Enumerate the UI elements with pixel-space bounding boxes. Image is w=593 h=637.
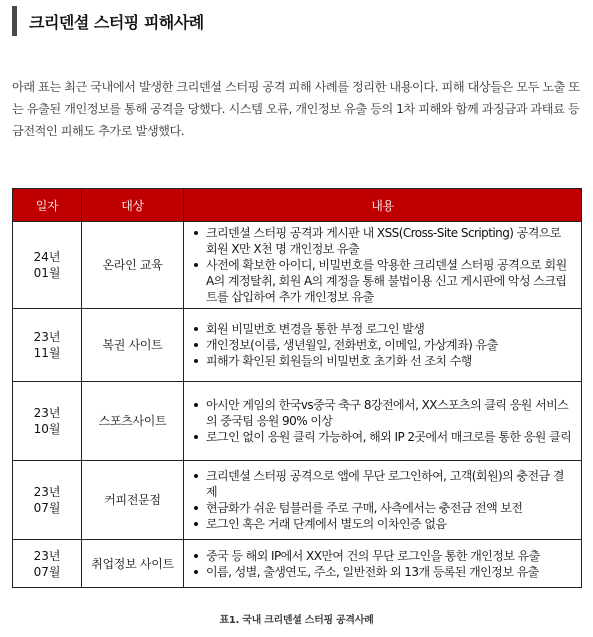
column-header-target: 대상	[82, 189, 184, 222]
incident-table-container	[12, 188, 581, 588]
date-month: 01월	[33, 266, 61, 280]
date-year: 23년	[33, 485, 61, 499]
list-item: 회원 비밀번호 변경을 통한 부정 로그인 발생	[206, 321, 573, 337]
date-year: 24년	[33, 250, 61, 264]
target-cell: 커피전문점	[82, 461, 184, 540]
content-cell	[184, 540, 582, 588]
list-item: 현금화가 쉬운 텀블러를 주로 구매, 사측에서는 충전금 전액 보전	[206, 500, 573, 516]
list-item: 크리덴셜 스터핑 공격과 게시판 내 XSS(Cross-Site Scripting) 공격으로 회원 X만 X천 명 개인정보 유출	[206, 225, 573, 257]
content-list	[186, 225, 573, 305]
content-list	[186, 321, 573, 369]
list-item: 크리덴셜 스터핑 공격으로 앱에 무단 로그인하여, 고객(회원)의 충전금 결제	[206, 468, 573, 500]
date-cell	[13, 461, 82, 540]
intro-paragraph: 아래 표는 최근 국내에서 발생한 크리덴셜 스터핑 공격 피해 사례를 정리한 내용이다. 피해 대상들은 모두 노출 또는 유출된 개인정보를 통해 공격을 당했다. 시스템 오류, 개인정보 유출 등의 1차 피해와 함께 과징금과 과태료 등 금전적인 피해도 추가로 발생했다.	[12, 80, 580, 138]
date-year: 23년	[33, 330, 61, 344]
list-item: 이름, 성별, 출생연도, 주소, 일반전화 외 13개 등록된 개인정보 유출	[206, 564, 573, 580]
target-cell: 취업정보 사이트	[82, 540, 184, 588]
list-item: 중국 등 해외 IP에서 XX만여 건의 무단 로그인을 통한 개인정보 유출	[206, 548, 573, 564]
table-row	[13, 222, 582, 309]
date-cell	[13, 222, 82, 309]
target-cell: 복권 사이트	[82, 309, 184, 382]
table-header-row	[13, 189, 582, 222]
incident-table	[12, 188, 582, 588]
date-cell	[13, 382, 82, 461]
date-month: 07월	[33, 564, 61, 579]
date-cell	[13, 540, 82, 588]
list-item: 로그인 혹은 거래 단계에서 별도의 이차인증 없음	[206, 516, 573, 532]
date-year: 23년	[33, 406, 61, 420]
list-item: 로그인 없이 응원 클릭 가능하여, 해외 IP 2곳에서 매크로를 통한 응원 클릭	[206, 430, 572, 444]
list-item: 개인정보(이름, 생년월일, 전화번호, 이메일, 가상계좌) 유출	[206, 337, 573, 353]
table-row	[13, 382, 582, 461]
content-cell	[184, 382, 582, 461]
content-list	[186, 397, 573, 445]
content-list	[186, 468, 573, 532]
page-title: 크리덴셜 스터핑 피해사례	[29, 12, 204, 32]
content-cell	[184, 309, 582, 382]
content-cell	[184, 222, 582, 309]
table-caption: 표1. 국내 크리덴셜 스터핑 공격사례	[219, 615, 374, 626]
list-item: 아시안 게임의 한국vs중국 축구 8강전에서, XX스포츠의 클릭 응원 서비스의 중국팀 응원 90% 이상	[206, 397, 573, 429]
column-header-date: 일자	[13, 189, 82, 222]
content-cell	[184, 461, 582, 540]
target-cell: 스포츠사이트	[82, 382, 184, 461]
date-cell	[13, 309, 82, 382]
section-header	[12, 6, 582, 36]
column-header-content: 내용	[184, 189, 582, 222]
target-cell: 온라인 교육	[82, 222, 184, 309]
table-row	[13, 309, 582, 382]
date-month: 11월	[33, 346, 61, 360]
list-item: 피해가 확인된 회원들의 비밀번호 초기화 선 조치 수행	[206, 353, 573, 369]
date-month: 07월	[33, 501, 61, 515]
date-year: 23년	[33, 548, 61, 563]
list-item: 사전에 확보한 아이디, 비밀번호를 악용한 크리덴셜 스터핑 공격으로 회원 A의 계정탈취, 회원 A의 계정을 통해 불법이용 신고 게시판에 악성 스크립트를 삽입하여 추가 개인정보 유출	[206, 257, 573, 305]
content-list	[186, 548, 573, 580]
title-accent-bar	[12, 6, 17, 36]
date-month: 10월	[33, 422, 61, 436]
table-row	[13, 461, 582, 540]
table-row	[13, 540, 582, 588]
